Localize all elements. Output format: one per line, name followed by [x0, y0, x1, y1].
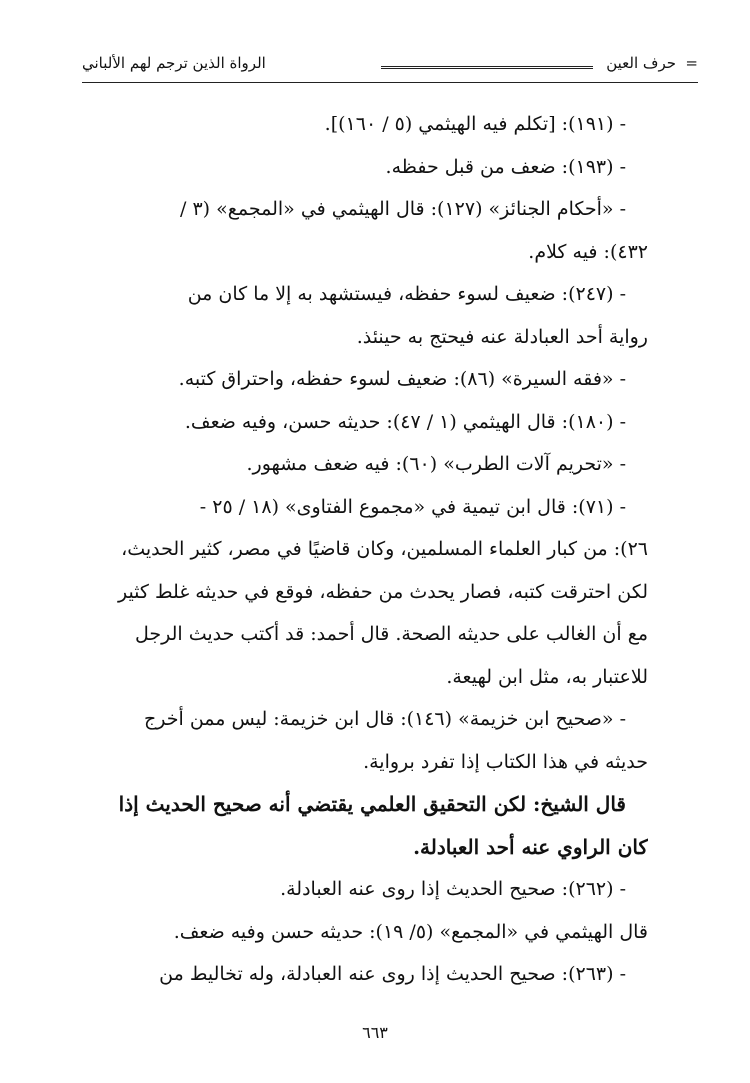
text-line: - (١٩١): [تكلم فيه الهيثمي (٥ / ١٦٠)].	[324, 113, 626, 135]
sheikh-remark-line: كان الراوي عنه أحد العبادلة.	[413, 834, 648, 859]
header-rule	[82, 82, 698, 83]
page-number: ٦٦٣	[362, 1023, 388, 1042]
text-line: - «صحيح ابن خزيمة» (١٤٦): قال ابن خزيمة: ليس ممن أخرج	[144, 708, 626, 730]
text-line: ٤٣٢): فيه كلام.	[528, 240, 648, 263]
text-line: - (٢٤٧): ضعيف لسوء حفظه، فيستشهد به إلا ما كان من	[187, 283, 626, 305]
text-line: رواية أحد العبادلة عنه فيحتج به حينئذ.	[356, 325, 648, 348]
text-line: - (١٩٣): ضعف من قبل حفظه.	[385, 155, 626, 178]
text-line: - «تحريم آلات الطرب» (٦٠): فيه ضعف مشهور.	[246, 453, 626, 475]
text-line: قال الهيثمي في «المجمع» (٥/ ١٩): حديثه حسن وفيه ضعف.	[173, 920, 648, 943]
text-line: لكن احترقت كتبه، فصار يحدث من حفظه، فوقع في حديثه غلط كثير	[117, 580, 648, 603]
text-line: - «أحكام الجنائز» (١٢٧): قال الهيثمي في «المجمع» (٣ /	[180, 198, 626, 220]
text-line: - (٧١): قال ابن تيمية في «مجموع الفتاوى» (١٨ / ٢٥ -	[199, 495, 626, 518]
header-chapter: حرف العين	[606, 54, 676, 72]
sheikh-remark-line: قال الشيخ: لكن التحقيق العلمي يقتضي أنه صحيح الحديث إذا	[118, 792, 626, 816]
text-line: للاعتبار به، مثل ابن لهيعة.	[446, 665, 648, 688]
header-title: الرواة الذين ترجم لهم الألباني	[82, 54, 266, 72]
text-line: حديثه في هذا الكتاب إذا تفرد برواية.	[363, 750, 648, 773]
text-line: - «فقه السيرة» (٨٦): ضعيف لسوء حفظه، واحتراق كتبه.	[178, 368, 626, 390]
text-line: - (١٨٠): قال الهيثمي (١ / ٤٧): حديثه حسن، وفيه ضعف.	[184, 410, 626, 433]
text-line: - (٢٦٣): صحيح الحديث إذا روى عنه العبادلة، وله تخاليط من	[159, 963, 626, 985]
page-body	[82, 103, 648, 996]
running-header	[82, 50, 698, 80]
text-line: مع أن الغالب على حديثه الصحة. قال أحمد: قد أكتب حديث الرجل	[134, 623, 648, 645]
header-dash: =	[685, 54, 698, 72]
text-line: ٢٦): من كبار العلماء المسلمين، وكان قاضيًا في مصر، كثير الحديث،	[121, 538, 648, 560]
text-line: - (٢٦٢): صحيح الحديث إذا روى عنه العبادلة.	[280, 878, 626, 900]
header-ornament-rule	[381, 66, 593, 69]
